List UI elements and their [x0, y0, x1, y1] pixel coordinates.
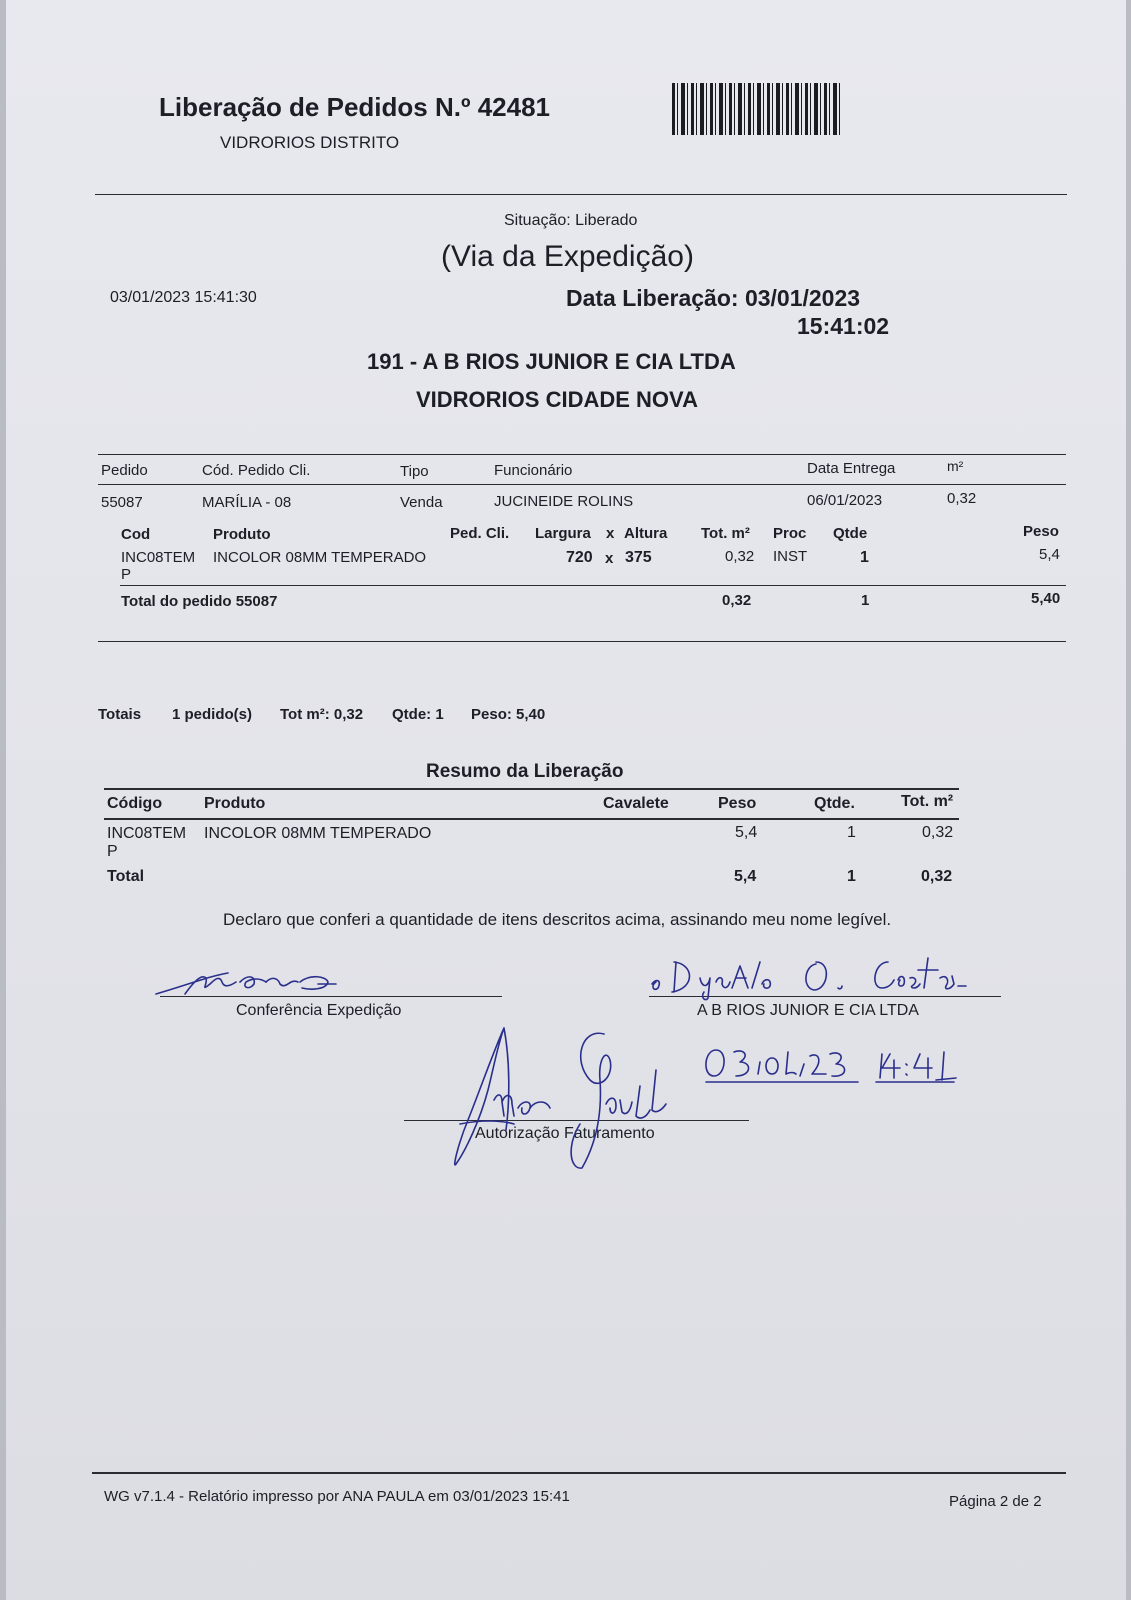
divider: [95, 194, 1067, 195]
divider: [120, 585, 1066, 586]
signature-autorizacao: [450, 1020, 690, 1172]
summary-header-codigo: Código: [107, 795, 163, 812]
divider: [98, 484, 1066, 485]
col-header-tipo: Tipo: [400, 463, 429, 480]
totals-qtde: Qtde: 1: [392, 706, 444, 723]
totals-label: Totais: [98, 706, 142, 723]
item-qtde: 1: [860, 549, 869, 566]
order-total-peso: 5,40: [1031, 590, 1061, 607]
summary-header-produto: Produto: [204, 795, 266, 812]
declaration-text: Declaro que conferi a quantidade de itens descritos acima, assinando meu nome legível.: [223, 910, 892, 929]
signature-conferencia: [150, 960, 400, 1005]
summary-tot-m2: 0,32: [922, 824, 954, 841]
footer-divider: [92, 1472, 1066, 1474]
order-m2: 0,32: [947, 490, 977, 507]
footer-page-number: Página 2 de 2: [949, 1493, 1042, 1510]
order-total-m2: 0,32: [722, 592, 752, 609]
item-header-x: x: [606, 525, 615, 542]
summary-codigo: INC08TEM: [107, 825, 187, 842]
summary-total-label: Total: [107, 868, 145, 885]
signature-client: [648, 948, 978, 1000]
item-header-qtde: Qtde: [833, 525, 868, 542]
divider: [98, 454, 1066, 455]
order-total-label: Total do pedido 55087: [121, 593, 278, 610]
divider: [98, 641, 1066, 642]
release-time: 15:41:02: [797, 313, 890, 339]
summary-header-cavalete: Cavalete: [603, 795, 669, 812]
signature-label-conferencia: Conferência Expedição: [236, 1002, 402, 1019]
order-pedido: 55087: [101, 494, 143, 511]
order-total-qtde: 1: [861, 592, 870, 609]
item-x: x: [605, 550, 614, 567]
divider: [104, 788, 959, 790]
col-header-cod-cli: Cód. Pedido Cli.: [202, 462, 311, 479]
release-date: Data Liberação: 03/01/2023: [566, 285, 861, 311]
item-header-altura: Altura: [624, 525, 668, 542]
print-datetime: 03/01/2023 15:41:30: [110, 289, 257, 306]
item-header-peso: Peso: [1023, 523, 1059, 540]
status-text: Situação: Liberado: [504, 212, 638, 229]
summary-total-qtde: 1: [847, 868, 856, 885]
item-peso: 5,4: [1039, 546, 1060, 563]
col-header-pedido: Pedido: [101, 462, 148, 479]
summary-qtde: 1: [847, 824, 856, 841]
item-produto: INCOLOR 08MM TEMPERADO: [213, 549, 427, 566]
item-header-proc: Proc: [773, 525, 807, 542]
client-name: 191 - A B RIOS JUNIOR E CIA LTDA: [367, 349, 736, 374]
client-sub: VIDRORIOS CIDADE NOVA: [416, 387, 698, 412]
item-largura: 720: [566, 549, 593, 566]
item-altura: 375: [625, 549, 652, 566]
summary-produto: INCOLOR 08MM TEMPERADO: [204, 825, 432, 842]
item-cod: INC08TEM: [121, 549, 196, 566]
item-header-largura: Largura: [535, 525, 591, 542]
barcode: [672, 83, 842, 135]
summary-header-peso: Peso: [718, 795, 757, 812]
col-header-funcionario: Funcionário: [494, 462, 573, 479]
item-header-produto: Produto: [213, 526, 271, 543]
divider: [104, 818, 959, 820]
order-tipo: Venda: [400, 494, 443, 511]
via-label: (Via da Expedição): [441, 240, 694, 273]
item-header-ped-cli: Ped. Cli.: [450, 525, 510, 542]
summary-header-qtde: Qtde.: [814, 795, 855, 812]
footer-printed-by: WG v7.1.4 - Relatório impresso por ANA PAULA em 03/01/2023 15:41: [104, 1488, 570, 1505]
summary-total-peso: 5,4: [734, 868, 757, 885]
signature-label-autorizacao: Autorização Faturamento: [475, 1125, 655, 1142]
item-proc: INST: [773, 548, 808, 565]
signature-label-client: A B RIOS JUNIOR E CIA LTDA: [697, 1002, 919, 1019]
item-header-tot-m2: Tot. m²: [701, 525, 750, 542]
col-header-m2: m²: [947, 458, 964, 474]
handwritten-date: [700, 1042, 990, 1087]
summary-total-tot-m2: 0,32: [921, 868, 953, 885]
item-cod-cont: P: [121, 566, 132, 583]
company-line: VIDRORIOS DISTRITO: [220, 133, 400, 152]
order-funcionario: JUCINEIDE ROLINS: [494, 493, 634, 510]
totals-m2: Tot m²: 0,32: [280, 706, 364, 723]
summary-peso: 5,4: [735, 824, 758, 841]
col-header-data-entrega: Data Entrega: [807, 460, 896, 477]
item-header-cod: Cod: [121, 526, 151, 543]
summary-header-tot-m2: Tot. m²: [901, 793, 954, 810]
order-cod-cli: MARÍLIA - 08: [202, 494, 292, 511]
order-data-entrega: 06/01/2023: [807, 492, 883, 509]
totals-pedidos: 1 pedido(s): [172, 706, 253, 723]
totals-peso: Peso: 5,40: [471, 706, 546, 723]
summary-title: Resumo da Liberação: [426, 761, 624, 782]
item-tot-m2: 0,32: [725, 548, 755, 565]
document-title: Liberação de Pedidos N.º 42481: [159, 92, 550, 122]
summary-codigo-cont: P: [107, 843, 118, 860]
